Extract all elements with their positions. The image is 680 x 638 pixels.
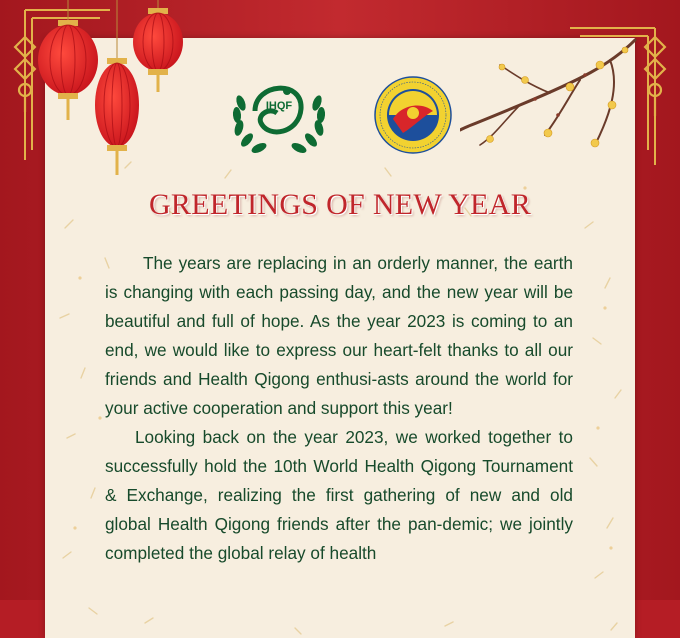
plum-blossom-branch: [460, 35, 640, 160]
paragraph-1: The years are replacing in an orderly manner, the earth is changing with each passing day, and the new year will be beautiful and full of hope. As the year 2023 is coming to an end, we would like to express our heart-felt thanks to all our friends and Health Qigong enthusi-asts around the world for your active cooperation and support this year!: [105, 253, 573, 418]
lanterns-decoration: [25, 0, 195, 190]
ihqf-logo: [225, 70, 333, 156]
greeting-body: [105, 249, 573, 568]
page-title: GREETINGS OF NEW YEAR: [148, 188, 532, 221]
ihqf-logo-text: IHQF: [265, 100, 293, 112]
chqa-logo: [373, 75, 453, 155]
paragraph-2: Looking back on the year 2023, we worked together to successfully hold the 10th World Health Qigong Tournament & Exchange, realizing the first gathering of new and old global Health Qigong friends after the pan-demic; we jointly completed the global relay of health: [105, 427, 573, 563]
